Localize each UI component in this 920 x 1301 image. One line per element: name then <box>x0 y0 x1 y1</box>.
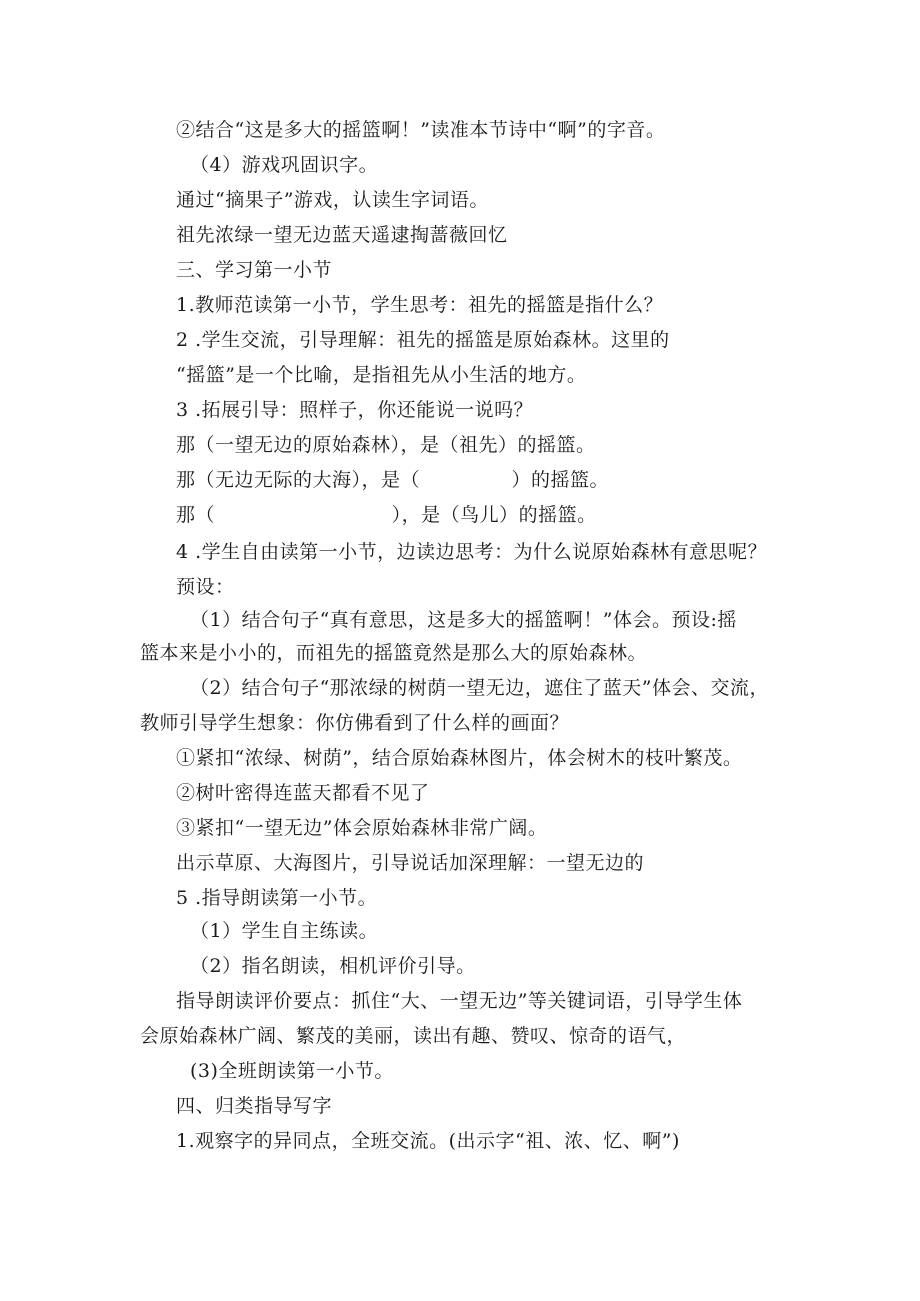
text-line: ②结合“这是多大的摇篮啊！”读准本节诗中“啊”的字音。 <box>176 119 666 141</box>
text-line: “摇篮”是一个比喻，是指祖先从小生活的地方。 <box>176 364 587 386</box>
text-line: 3 .拓展引导：照样子，你还能说一说吗？ <box>176 399 534 421</box>
text-line: 篮本来是小小的，而祖先的摇篮竟然是那么大的原始森林。 <box>140 642 648 664</box>
text-line: 2 .学生交流，引导理解：祖先的摇篮是原始森林。这里的 <box>176 329 670 351</box>
text-line: 1.教师范读第一小节，学生思考：祖先的摇篮是指什么？ <box>176 294 664 316</box>
text-line: 1.观察字的异同点，全班交流。(出示字“祖、浓、忆、啊”) <box>176 1130 680 1152</box>
text-line: 4 .学生自由读第一小节，边读边思考：为什么说原始森林有意思呢？ <box>176 541 768 563</box>
text-line: （4）游戏巩固识字。 <box>190 154 379 176</box>
text-line: （2）指名朗读，相机评价引导。 <box>190 955 476 977</box>
text-line: 预设： <box>176 576 235 598</box>
text-line: 5 .指导朗读第一小节。 <box>176 887 378 909</box>
text-line: 那（ ），是（鸟儿）的摇篮。 <box>176 504 597 526</box>
text-line: ②树叶密得连蓝天都看不见了 <box>176 782 430 804</box>
text-line: ③紧扣“一望无边”体会原始森林非常广阔。 <box>176 817 548 839</box>
text-line: 出示草原、大海图片，引导说话加深理解：一望无边的 <box>176 852 645 874</box>
text-line: (3)全班朗读第一小节。 <box>190 1060 394 1082</box>
text-line: ①紧扣“浓绿、树荫”，结合原始森林图片，体会树木的枝叶繁茂。 <box>176 747 743 769</box>
text-line: 祖先浓绿一望无边蓝天遥逮掏蔷薇回忆 <box>176 224 508 246</box>
text-line: 通过“摘果子”游戏，认读生字词语。 <box>176 189 489 211</box>
text-line: （1）学生自主练读。 <box>190 920 379 942</box>
text-line: 会原始森林广阔、繁茂的美丽，读出有趣、赞叹、惊奇的语气， <box>140 1025 687 1047</box>
text-line: 教师引导学生想象：你仿佛看到了什么样的画面？ <box>140 712 570 734</box>
section-heading: 三、学习第一小节 <box>176 259 333 281</box>
text-line: （1）结合句子“真有意思，这是多大的摇篮啊！”体会。预设:摇 <box>190 609 737 631</box>
text-line: 那（无边无际的大海），是（ ）的摇篮。 <box>176 469 610 491</box>
text-line: 那（一望无边的原始森林），是（祖先）的摇篮。 <box>176 434 596 456</box>
text-line: （2）结合句子“那浓绿的树荫一望无边，遮住了蓝天”体会、交流， <box>190 677 770 699</box>
section-heading: 四、归类指导写字 <box>176 1095 333 1117</box>
text-line: 指导朗读评价要点：抓住“大、一望无边”等关键词语，引导学生体 <box>176 990 743 1012</box>
